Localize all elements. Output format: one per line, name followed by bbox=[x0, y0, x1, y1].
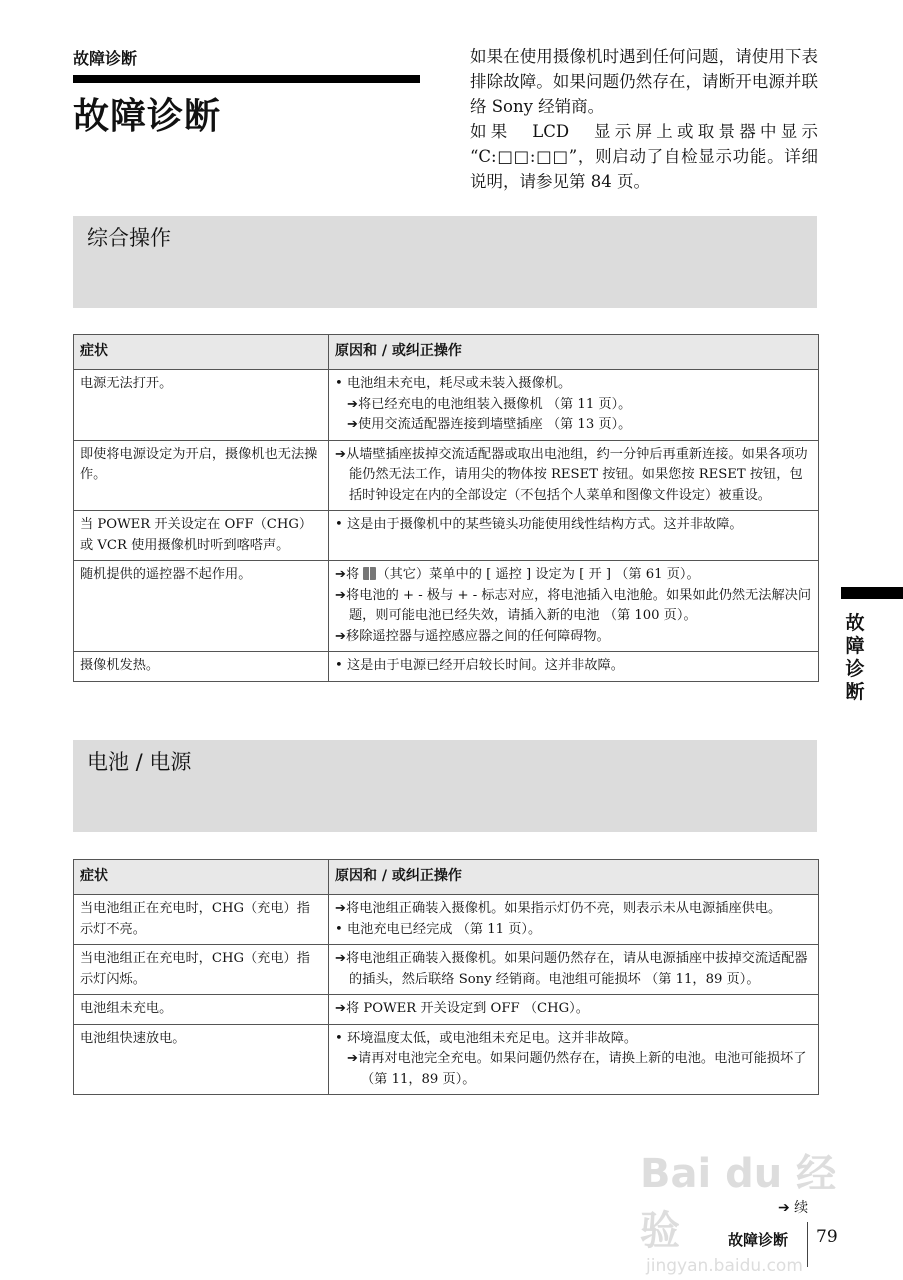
side-tab-char: 障 bbox=[845, 635, 865, 657]
cause-line: ➔将电池组正确装入摄像机。如果问题仍然存在，请从电源插座中拔掉交流适配器的插头，然后联络 Sony 经销商。电池组可能损坏 （第 11，89 页）。 bbox=[335, 951, 808, 987]
cause-line: ➔将电池的 + - 极与 + - 标志对应，将电池插入电池舱。如果如此仍然无法解决问题，则可能电池已经失效，请插入新的电池 （第 100 页）。 bbox=[335, 587, 812, 623]
cause-line: ➔从墙壁插座拔掉交流适配器或取出电池组，约一分钟后再重新连接。如果各项功能仍然无法工作，请用尖的物体按 RESET 按钮。如果您按 RESET 按钮，包括时钟设定在内的全部设定（不包括个人菜单和图像文件设定）被重设。 bbox=[335, 446, 808, 503]
table-row bbox=[74, 1024, 819, 1095]
watermark-brand: Bai du 经验 bbox=[640, 1151, 837, 1254]
table-row bbox=[74, 945, 819, 995]
symptom-cell: 电池组未充电。 bbox=[74, 995, 329, 1025]
table-row bbox=[74, 561, 819, 652]
table-row bbox=[74, 652, 819, 682]
table-header-row bbox=[74, 860, 819, 895]
cause-cell bbox=[329, 561, 819, 652]
cause-cell bbox=[329, 370, 819, 441]
troubleshooting-table-general bbox=[73, 334, 819, 682]
cause-cell bbox=[329, 1024, 819, 1095]
watermark-url: jingyan.baidu.com bbox=[646, 1256, 803, 1276]
column-header-cause: 原因和 / 或纠正操作 bbox=[329, 860, 819, 895]
cause-line: ➔使用交流适配器连接到墙壁插座 （第 13 页）。 bbox=[347, 417, 632, 432]
column-header-symptom: 症状 bbox=[74, 860, 329, 895]
cause-line: ➔请再对电池完全充电。如果问题仍然存在，请换上新的电池。电池可能损坏了 （第 11，89 页）。 bbox=[347, 1051, 807, 1087]
symptom-cell: 随机提供的遥控器不起作用。 bbox=[74, 561, 329, 652]
table-row bbox=[74, 511, 819, 561]
symptom-cell: 当电池组正在充电时，CHG（充电）指示灯闪烁。 bbox=[74, 945, 329, 995]
section-heading-band bbox=[73, 740, 817, 832]
symptom-cell: 摄像机发热。 bbox=[74, 652, 329, 682]
intro-paragraph-1: 如果在使用摄像机时遇到任何问题，请使用下表排除故障。如果问题仍然存在，请断开电源并联络 Sony 经销商。 bbox=[470, 47, 818, 116]
section-heading: 电池 / 电源 bbox=[87, 750, 192, 774]
side-tab-char: 故 bbox=[845, 612, 865, 634]
side-tab-char: 诊 bbox=[845, 658, 865, 680]
cause-line: • 电池组未充电，耗尽或未装入摄像机。 bbox=[335, 376, 572, 391]
cause-prefix: ➔将 bbox=[335, 567, 364, 582]
symptom-cell: 电池组快速放电。 bbox=[74, 1024, 329, 1095]
cause-cell bbox=[329, 895, 819, 945]
intro-paragraph-2: 如果 LCD 显示屏上或取景器中显示 “C:□□:□□”，则启动了自检显示功能。详细说明，请参见第 84 页。 bbox=[470, 122, 818, 191]
table-row bbox=[74, 370, 819, 441]
cause-cell bbox=[329, 511, 819, 561]
cause-line: • 环境温度太低，或电池组未充足电。这并非故障。 bbox=[335, 1030, 638, 1046]
side-tab-label bbox=[843, 612, 867, 704]
intro-text bbox=[470, 44, 818, 194]
footer-divider bbox=[807, 1222, 808, 1267]
cause-line: • 这是由于电源已经开启较长时间。这并非故障。 bbox=[335, 658, 624, 673]
footer-label: 故障诊断 bbox=[728, 1231, 789, 1249]
cause-cell bbox=[329, 995, 819, 1025]
section-heading-band bbox=[73, 216, 817, 308]
cause-cell bbox=[329, 945, 819, 995]
cause-cell bbox=[329, 440, 819, 511]
table-row bbox=[74, 995, 819, 1025]
side-tab-marker bbox=[841, 587, 903, 599]
section-label: 故障诊断 bbox=[73, 49, 138, 68]
side-tab-char: 断 bbox=[845, 681, 865, 703]
troubleshooting-table-battery bbox=[73, 859, 819, 1095]
cause-line: ➔将 POWER 开关设定到 OFF （CHG）。 bbox=[335, 1001, 589, 1016]
section-heading: 综合操作 bbox=[87, 226, 171, 250]
continued-indicator: ➔ 续 bbox=[778, 1200, 809, 1216]
table-row bbox=[74, 895, 819, 945]
cause-line: • 电池充电已经完成 （第 11 页）。 bbox=[335, 921, 542, 937]
cause-line: • 这是由于摄像机中的某些镜头功能使用线性结构方式。这并非故障。 bbox=[335, 517, 743, 532]
title-rule bbox=[73, 75, 420, 83]
symptom-cell: 当 POWER 开关设定在 OFF（CHG）或 VCR 使用摄像机时听到喀嗒声。 bbox=[74, 511, 329, 561]
cause-line: ➔移除遥控器与遥控感应器之间的任何障碍物。 bbox=[335, 628, 610, 644]
page-title: 故障诊断 bbox=[73, 96, 222, 137]
symptom-cell: 即使将电源设定为开启，摄像机也无法操作。 bbox=[74, 440, 329, 511]
table-row bbox=[74, 440, 819, 511]
page-number: 79 bbox=[816, 1227, 838, 1247]
symptom-cell: 电源无法打开。 bbox=[74, 370, 329, 441]
column-header-symptom: 症状 bbox=[74, 335, 329, 370]
cause-cell bbox=[329, 652, 819, 682]
cause-line bbox=[335, 565, 812, 586]
symptom-cell: 当电池组正在充电时，CHG（充电）指示灯不亮。 bbox=[74, 895, 329, 945]
other-menu-icon bbox=[363, 567, 376, 580]
cause-text: （其它）菜单中的 [ 遥控 ] 设定为 [ 开 ] （第 61 页）。 bbox=[376, 567, 700, 582]
column-header-cause: 原因和 / 或纠正操作 bbox=[329, 335, 819, 370]
cause-line: ➔将已经充电的电池组装入摄像机 （第 11 页）。 bbox=[347, 396, 632, 412]
cause-line: ➔将电池组正确装入摄像机。如果指示灯仍不亮，则表示未从电源插座供电。 bbox=[335, 901, 782, 916]
table-header-row bbox=[74, 335, 819, 370]
